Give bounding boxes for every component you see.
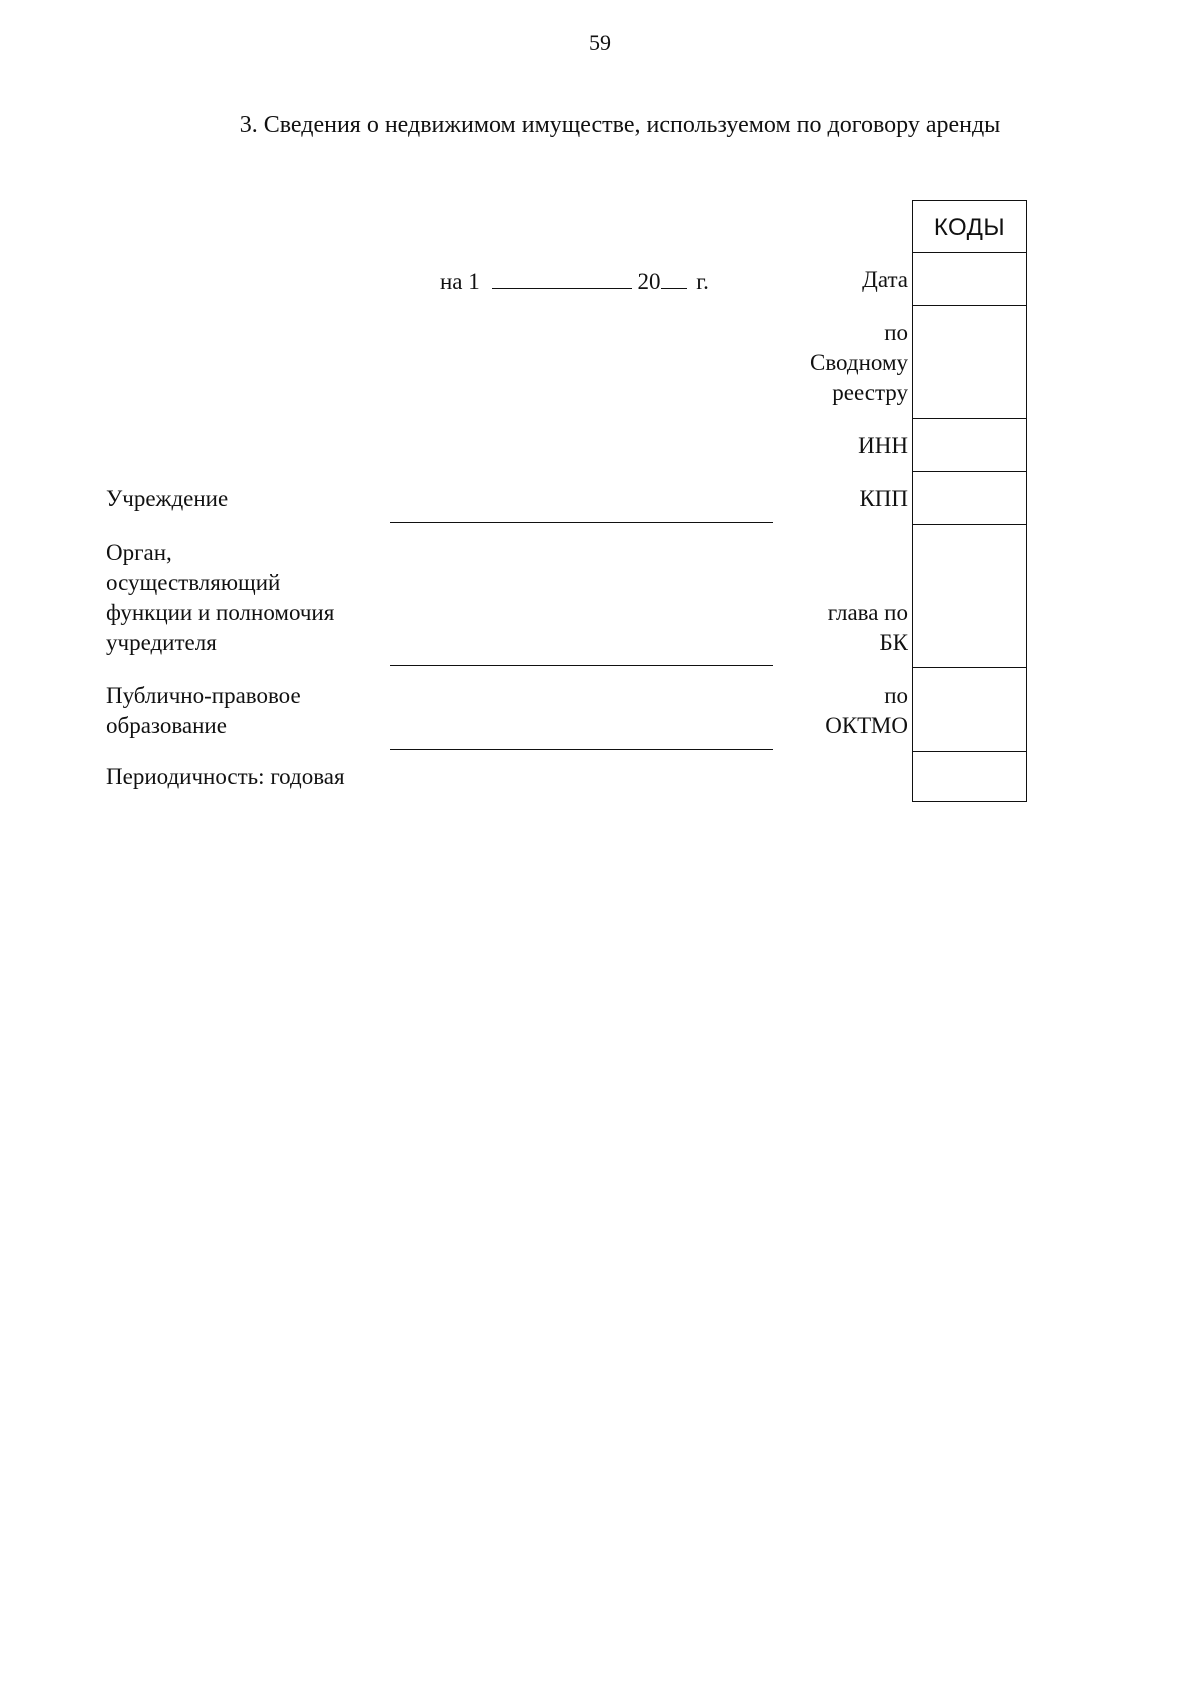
registry-code-cell[interactable] <box>914 306 1025 417</box>
bk-label <box>760 598 908 658</box>
oktmo-label-line: ОКТМО <box>825 713 908 738</box>
date-year-blank[interactable] <box>661 264 687 289</box>
bk-code-cell[interactable] <box>914 525 1025 666</box>
bk-label-line: БК <box>879 630 908 655</box>
oktmo-label-line: по <box>884 683 908 708</box>
report-date-line <box>440 264 709 297</box>
date-year-prefix: 20 <box>637 269 661 294</box>
founder-field[interactable] <box>390 665 773 666</box>
municipality-label-line: образование <box>106 713 227 738</box>
registry-label <box>760 318 908 408</box>
municipality-label-line: Публично-правовое <box>106 683 301 708</box>
founder-label <box>106 538 334 658</box>
institution-label: Учреждение <box>106 486 229 511</box>
page-number: 59 <box>589 30 611 55</box>
municipality-field[interactable] <box>390 749 773 750</box>
founder-label-line: осуществляющий <box>106 570 281 595</box>
date-day-month-blank[interactable] <box>492 264 632 289</box>
section-title-text: 3. Сведения о недвижимом имуществе, используемом по договору аренды <box>239 112 1001 138</box>
inn-code-cell[interactable] <box>914 419 1025 470</box>
periodicity-code-cell[interactable] <box>914 752 1025 800</box>
bk-label-line: глава по <box>827 600 908 625</box>
date-suffix: г. <box>696 269 709 294</box>
registry-label-line: Сводному <box>809 350 908 375</box>
date-label: Дата <box>862 267 908 292</box>
registry-label-line: реестру <box>832 380 908 405</box>
oktmo-label <box>760 681 908 741</box>
oktmo-code-cell[interactable] <box>914 668 1025 750</box>
date-code-cell[interactable] <box>914 253 1025 304</box>
periodicity-label: Периодичность: годовая <box>106 764 345 789</box>
institution-field[interactable] <box>390 522 773 523</box>
inn-label: ИНН <box>858 433 908 458</box>
municipality-label <box>106 681 301 741</box>
founder-label-line: Орган, <box>106 540 172 565</box>
founder-label-line: учредителя <box>106 630 217 655</box>
date-prefix: на 1 <box>440 269 480 294</box>
section-title <box>0 112 1200 139</box>
codes-header: КОДЫ <box>933 214 1006 241</box>
founder-label-line: функции и полномочия <box>106 600 335 625</box>
kpp-code-cell[interactable] <box>914 472 1025 523</box>
kpp-label: КПП <box>859 486 908 511</box>
registry-label-line: по <box>884 320 908 345</box>
